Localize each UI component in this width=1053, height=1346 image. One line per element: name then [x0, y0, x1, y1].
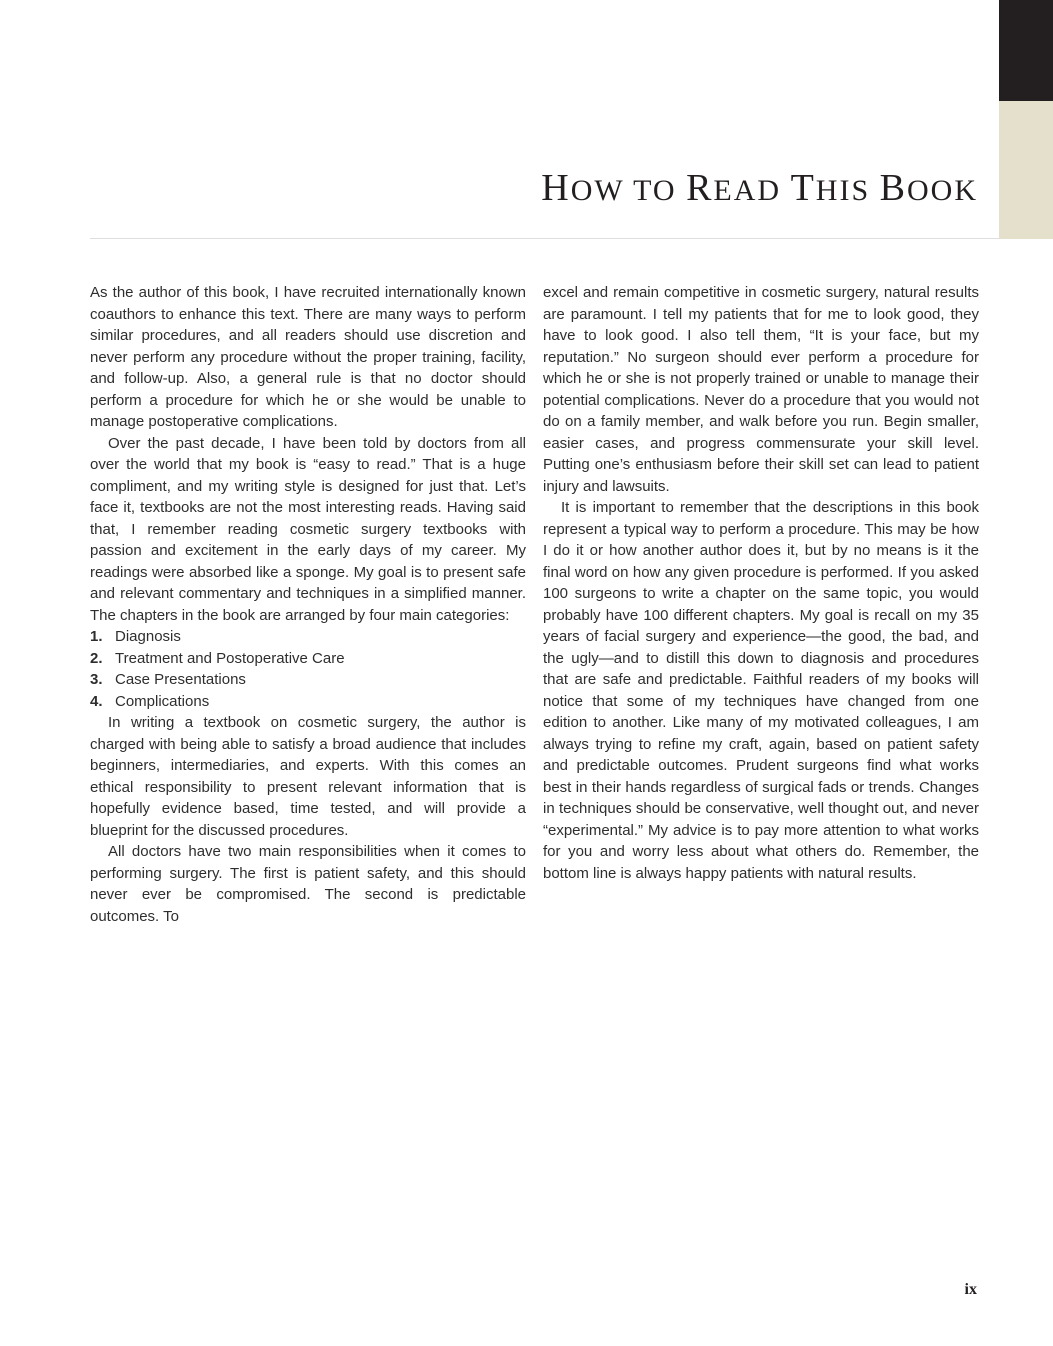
chapter-title: HOW TO READ THIS BOOK	[541, 167, 978, 209]
list-item	[90, 648, 526, 670]
list-text: Complications	[115, 692, 210, 710]
list-number: 4.	[90, 692, 103, 710]
paragraph: It is important to remember that the descriptions in this book represent a typical way to perform a procedure. This may be how I do it or how another author does it, but by no means is it the final word on how any given procedure is performed. If you asked 100 surgeons to write a chapter on the same topic, you would probably have 100 different chapters. My goal is recall on my 35 years of facial surgery and experience—the good, the bad, and the ugly—and to distill this down to diagnosis and procedures that are safe and predictable. Faithful readers of my books will notice that some of my techniques have changed from one edition to another. Like many of my motivated colleagues, I am always trying to refine my craft, again, based on patient safety and predictable outcomes. Prudent surgeons find what works best in their hands regardless of surgical fads or trends. Changes in techniques should be conservative, well thought out, and never “experimental.” My advice is to pay more attention to what works for you and worry less about what others do. Remember, the bottom line is always happy patients with natural results.	[543, 499, 979, 882]
list-number: 1.	[90, 628, 103, 645]
category-list	[90, 626, 526, 712]
thumb-tab-dark	[999, 0, 1053, 101]
list-item	[90, 626, 526, 648]
list-text: Diagnosis	[115, 628, 181, 645]
page-number: ix	[964, 1281, 977, 1298]
list-text: Treatment and Postoperative Care	[115, 649, 345, 667]
paragraph: All doctors have two main responsibilities when it comes to performing surgery. The first is patient safety, and this should never ever be compromised. The second is predictable outcomes. To	[90, 843, 526, 925]
paragraph: In writing a textbook on cosmetic surgery, the author is charged with being able to satisfy a broad audience that includes beginners, intermediaries, and experts. With this comes an ethical responsibility to present relevant information that is hopefully evidence based, time tested, and will provide a blueprint for the discussed procedures.	[90, 714, 526, 839]
list-text: Case Presentations	[115, 671, 246, 688]
left-column	[90, 282, 526, 927]
paragraph: excel and remain competitive in cosmetic surgery, natural results are paramount. I tell my patients that for me to look good, they have to look good. I also tell them, “It is your face, but my reputation.” No surgeon should ever perform a procedure for which he or she is not properly trained or unable to manage their potential complications. Never do a procedure that you would not do on a family member, and walk before you run. Begin smaller, easier cases, and progress commensurate your skill level. Putting one’s enthusiasm before their skill set can lead to patient injury and lawsuits.	[543, 284, 979, 495]
thumb-tab-light	[999, 101, 1053, 239]
paragraph: As the author of this book, I have recruited internationally known coauthors to enhance this text. There are many ways to perform similar procedures, and all readers should use discretion and never perform any procedure without the proper training, facility, and follow-up. Also, a general rule is that no doctor should perform a procedure for which he or she would be unable to manage postoperative complications.	[90, 284, 526, 430]
list-number: 3.	[90, 671, 103, 688]
list-number: 2.	[90, 649, 103, 667]
list-item	[90, 669, 526, 691]
paragraph: Over the past decade, I have been told by doctors from all over the world that my book is “easy to read.” That is a huge compliment, and my writing style is designed for just that. Let’s face it, textbooks are not the most interesting reads. Having said that, I remember reading cosmetic surgery textbooks with passion and excitement in the early days of my career. My readings were absorbed like a sponge. My goal is to present safe and relevant commentary and techniques in a simplified manner. The chapters in the book are arranged by four main categories:	[90, 434, 526, 624]
title-divider	[90, 238, 999, 239]
list-item	[90, 691, 526, 713]
right-column	[543, 282, 979, 884]
